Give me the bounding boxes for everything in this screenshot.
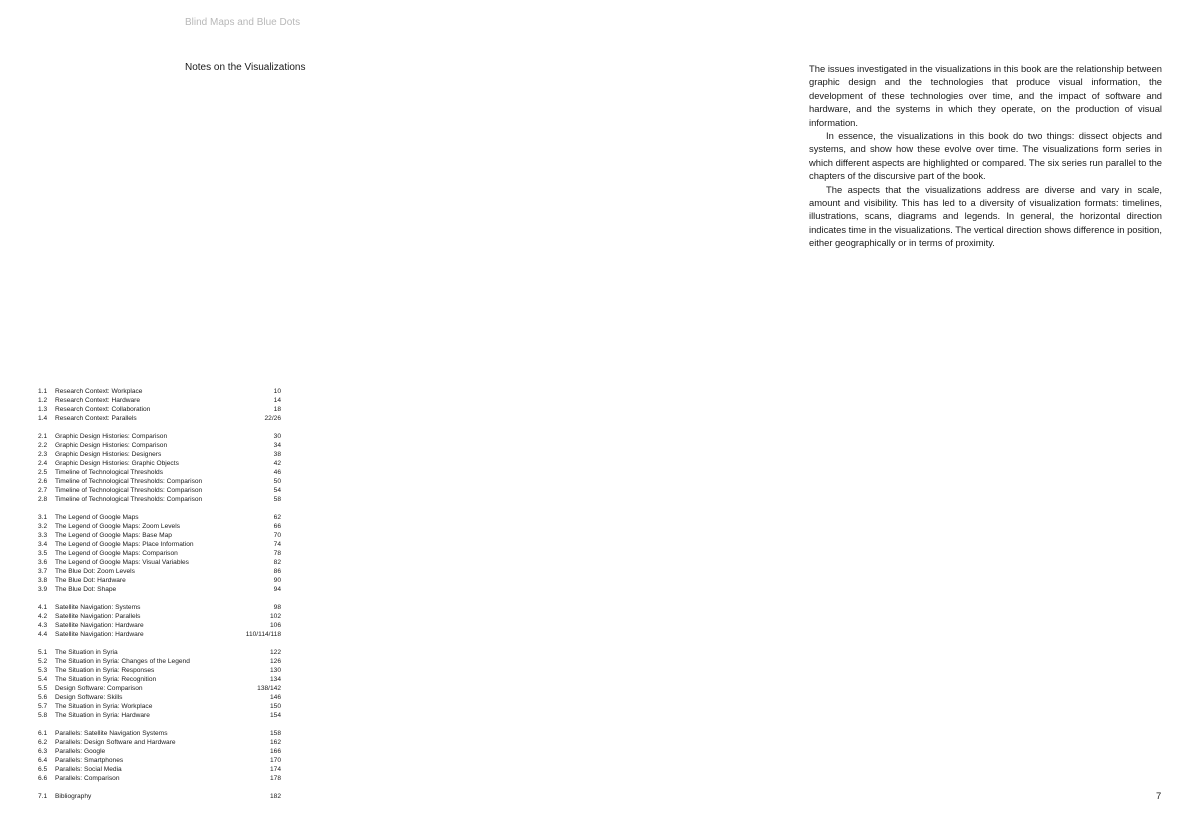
toc-entry[interactable] xyxy=(38,486,281,495)
toc-entry-page: 58 xyxy=(273,496,281,503)
toc-entry[interactable] xyxy=(38,558,281,567)
toc-entry-title: Parallels: Social Media xyxy=(55,766,122,773)
toc-entry[interactable] xyxy=(38,702,281,711)
toc-entry-number: 1.2 xyxy=(38,397,48,404)
toc-entry-title: Timeline of Technological Thresholds: Comparison xyxy=(55,496,203,503)
body-paragraph: In essence, the visualizations in this book do two things: dissect objects and systems, and show how these evolve over time. The visualizations form series in which different aspects are highlighted or compared. The six series run parallel to the chapters of the discursive part of the book. xyxy=(809,130,1162,182)
toc-entry-number: 3.8 xyxy=(38,577,48,584)
toc-entry-page: 126 xyxy=(269,658,281,665)
toc-entry-number: 3.2 xyxy=(38,523,48,530)
toc-entry-page: 30 xyxy=(273,433,281,440)
toc-entry-number: 2.1 xyxy=(38,433,48,440)
toc-entry[interactable] xyxy=(38,729,281,738)
toc-entry-title: The Legend of Google Maps: Base Map xyxy=(55,532,172,539)
toc-entry-page: 10 xyxy=(273,388,281,395)
toc-section xyxy=(38,792,281,801)
toc-entry-title: The Legend of Google Maps: Zoom Levels xyxy=(55,523,180,530)
toc-entry-number: 2.3 xyxy=(38,451,48,458)
body-text xyxy=(809,62,1162,250)
toc-entry[interactable] xyxy=(38,513,281,522)
toc-entry-page: 74 xyxy=(273,541,281,548)
body-paragraph: The issues investigated in the visualizations in this book are the relationship between graphic design and the technologies that produce visual information, the development of these technologies over time, and the impact of software and hardware, and the systems in which they operate, on the production of visual information. xyxy=(809,63,1162,128)
toc-entry[interactable] xyxy=(38,432,281,441)
toc-entry-number: 3.6 xyxy=(38,559,48,566)
toc-entry[interactable] xyxy=(38,711,281,720)
toc-section xyxy=(38,432,281,504)
toc-entry-number: 1.1 xyxy=(38,388,48,395)
toc-entry-title: The Legend of Google Maps: Comparison xyxy=(55,550,178,557)
toc-section xyxy=(38,387,281,423)
toc-entry-title: Satellite Navigation: Parallels xyxy=(55,613,141,620)
toc-entry-page: 46 xyxy=(273,469,281,476)
toc-entry[interactable] xyxy=(38,612,281,621)
toc-entry-title: Satellite Navigation: Systems xyxy=(55,604,141,611)
toc-entry-number: 3.7 xyxy=(38,568,48,575)
toc-entry-page: 110/114/118 xyxy=(245,631,281,638)
toc-entry[interactable] xyxy=(38,765,281,774)
toc-entry[interactable] xyxy=(38,531,281,540)
toc-entry[interactable] xyxy=(38,576,281,585)
toc-entry[interactable] xyxy=(38,693,281,702)
toc-entry-title: The Situation in Syria xyxy=(55,649,118,656)
toc-entry-title: Timeline of Technological Thresholds xyxy=(55,469,164,476)
toc-entry-page: 78 xyxy=(273,550,281,557)
body-paragraph: The aspects that the visualizations address are diverse and vary in scale, amount and visibility. This has led to a diversity of visualization formats: timelines, illustrations, scans, diagrams and legends. In general, the horizontal direction indicates time in the visualizations. The vertical direction shows difference in position, either geographically or in terms of proximity. xyxy=(809,183,1162,249)
toc-entry-number: 3.3 xyxy=(38,532,48,539)
toc-entry-number: 2.5 xyxy=(38,469,48,476)
toc-entry-page: 158 xyxy=(269,730,281,737)
toc-entry-number: 4.2 xyxy=(38,613,48,620)
toc-section xyxy=(38,603,281,639)
toc-entry-number: 2.2 xyxy=(38,442,48,449)
toc-entry-page: 54 xyxy=(273,487,281,494)
toc-entry-number: 5.4 xyxy=(38,676,48,683)
toc-entry[interactable] xyxy=(38,684,281,693)
toc-entry[interactable] xyxy=(38,603,281,612)
toc-entry-title: The Situation in Syria: Workplace xyxy=(55,703,153,710)
toc-entry-page: 86 xyxy=(273,568,281,575)
toc-entry[interactable] xyxy=(38,756,281,765)
toc-entry[interactable] xyxy=(38,441,281,450)
toc-entry-page: 94 xyxy=(273,586,281,593)
toc-entry-title: Research Context: Parallels xyxy=(55,415,137,422)
toc-entry-title: The Blue Dot: Shape xyxy=(55,586,117,593)
toc-entry-number: 2.6 xyxy=(38,478,48,485)
toc-entry-title: The Situation in Syria: Responses xyxy=(55,667,155,674)
toc-entry-title: Graphic Design Histories: Graphic Objects xyxy=(55,460,179,467)
toc-entry-number: 6.1 xyxy=(38,730,48,737)
toc-entry-title: Research Context: Workplace xyxy=(55,388,143,395)
toc-entry-page: 150 xyxy=(269,703,281,710)
toc-entry-page: 170 xyxy=(269,757,281,764)
toc-entry-title: Parallels: Design Software and Hardware xyxy=(55,739,176,746)
toc-entry-page: 22/26 xyxy=(264,415,281,422)
toc-entry-number: 7.1 xyxy=(38,793,48,800)
toc-entry-number: 1.3 xyxy=(38,406,48,413)
toc-entry[interactable] xyxy=(38,459,281,468)
toc-entry[interactable] xyxy=(38,657,281,666)
toc-entry-page: 134 xyxy=(269,676,281,683)
toc-entry-title: Research Context: Collaboration xyxy=(55,406,151,413)
toc-entry-title: Design Software: Skills xyxy=(55,694,123,701)
toc-entry-title: The Situation in Syria: Changes of the Legend xyxy=(55,658,190,665)
toc-entry-number: 3.9 xyxy=(38,586,48,593)
toc-entry-title: Bibliography xyxy=(55,793,92,800)
toc-entry[interactable] xyxy=(38,666,281,675)
toc-entry[interactable] xyxy=(38,675,281,684)
toc-entry-page: 70 xyxy=(273,532,281,539)
toc-entry-page: 122 xyxy=(269,649,281,656)
toc-entry[interactable] xyxy=(38,477,281,486)
toc-entry-title: The Legend of Google Maps: Place Information xyxy=(55,541,194,548)
toc-entry-page: 106 xyxy=(269,622,281,629)
toc-entry[interactable] xyxy=(38,540,281,549)
toc-entry-title: The Legend of Google Maps: Visual Variables xyxy=(55,559,189,566)
toc-entry[interactable] xyxy=(38,495,281,504)
toc-entry[interactable] xyxy=(38,549,281,558)
toc-entry[interactable] xyxy=(38,414,281,423)
toc-entry[interactable] xyxy=(38,396,281,405)
toc-entry-number: 3.5 xyxy=(38,550,48,557)
toc-entry-number: 4.1 xyxy=(38,604,48,611)
toc-entry-page: 102 xyxy=(269,613,281,620)
toc-entry-page: 166 xyxy=(269,748,281,755)
toc-entry-page: 138/142 xyxy=(257,685,281,692)
toc-entry-page: 82 xyxy=(273,559,281,566)
toc-entry-page: 146 xyxy=(269,694,281,701)
toc-entry-title: Satellite Navigation: Hardware xyxy=(55,631,144,638)
toc-entry[interactable] xyxy=(38,468,281,477)
toc-entry-number: 3.1 xyxy=(38,514,48,521)
toc-entry-number: 6.6 xyxy=(38,775,48,782)
toc-entry-number: 6.3 xyxy=(38,748,48,755)
toc-entry[interactable] xyxy=(38,747,281,756)
toc-entry-number: 4.3 xyxy=(38,622,48,629)
toc-entry-page: 174 xyxy=(269,766,281,773)
toc-entry-page: 18 xyxy=(273,406,281,413)
toc-entry[interactable] xyxy=(38,450,281,459)
toc-entry-page: 34 xyxy=(273,442,281,449)
toc-entry-number: 2.7 xyxy=(38,487,48,494)
toc-entry-number: 2.4 xyxy=(38,460,48,467)
toc-entry-number: 6.4 xyxy=(38,757,48,764)
toc-entry-page: 90 xyxy=(273,577,281,584)
toc-entry-number: 5.3 xyxy=(38,667,48,674)
toc-entry-title: Design Software: Comparison xyxy=(55,685,143,692)
toc-entry-title: The Blue Dot: Hardware xyxy=(55,577,126,584)
toc-entry-number: 5.5 xyxy=(38,685,48,692)
toc-entry-page: 14 xyxy=(273,397,281,404)
toc-entry[interactable] xyxy=(38,585,281,594)
toc-entry[interactable] xyxy=(38,387,281,396)
toc-entry-number: 3.4 xyxy=(38,541,48,548)
toc-entry-page: 66 xyxy=(273,523,281,530)
toc-entry-number: 1.4 xyxy=(38,415,48,422)
toc-entry-title: The Situation in Syria: Recognition xyxy=(55,676,157,683)
toc-entry-page: 130 xyxy=(269,667,281,674)
toc-entry-title: Graphic Design Histories: Designers xyxy=(55,451,162,458)
section-title: Notes on the Visualizations xyxy=(185,62,306,73)
toc-entry[interactable] xyxy=(38,621,281,630)
toc-entry-title: The Legend of Google Maps xyxy=(55,514,139,521)
toc-entry-number: 5.7 xyxy=(38,703,48,710)
toc-entry-title: Satellite Navigation: Hardware xyxy=(55,622,144,629)
toc-entry-number: 5.6 xyxy=(38,694,48,701)
toc-entry-number: 6.2 xyxy=(38,739,48,746)
toc-section xyxy=(38,729,281,783)
toc-entry-title: Parallels: Google xyxy=(55,748,106,755)
toc-entry[interactable] xyxy=(38,792,281,801)
toc-entry-title: Graphic Design Histories: Comparison xyxy=(55,433,168,440)
toc-entry-number: 2.8 xyxy=(38,496,48,503)
toc-section xyxy=(38,513,281,594)
table-of-contents xyxy=(38,387,281,810)
toc-entry-page: 38 xyxy=(273,451,281,458)
toc-entry[interactable] xyxy=(38,522,281,531)
toc-entry-number: 4.4 xyxy=(38,631,48,638)
toc-entry-page: 178 xyxy=(269,775,281,782)
toc-entry-number: 5.2 xyxy=(38,658,48,665)
toc-entry-page: 182 xyxy=(269,793,281,800)
toc-entry-title: Parallels: Smartphones xyxy=(55,757,124,764)
toc-entry[interactable] xyxy=(38,648,281,657)
toc-entry-number: 5.1 xyxy=(38,649,48,656)
toc-entry-page: 42 xyxy=(273,460,281,467)
toc-entry[interactable] xyxy=(38,774,281,783)
toc-entry-page: 50 xyxy=(273,478,281,485)
toc-entry-page: 154 xyxy=(269,712,281,719)
toc-entry[interactable] xyxy=(38,567,281,576)
toc-entry-title: Parallels: Comparison xyxy=(55,775,120,782)
toc-entry-title: Timeline of Technological Thresholds: Comparison xyxy=(55,487,203,494)
toc-entry-number: 6.5 xyxy=(38,766,48,773)
toc-entry-page: 98 xyxy=(273,604,281,611)
toc-entry[interactable] xyxy=(38,738,281,747)
toc-section xyxy=(38,648,281,720)
toc-entry-title: Research Context: Hardware xyxy=(55,397,141,404)
toc-entry[interactable] xyxy=(38,405,281,414)
toc-entry-title: Parallels: Satellite Navigation Systems xyxy=(55,730,168,737)
page-number: 7 xyxy=(1156,791,1162,802)
running-head: Blind Maps and Blue Dots xyxy=(185,17,301,28)
toc-entry-page: 62 xyxy=(273,514,281,521)
toc-entry-page: 162 xyxy=(269,739,281,746)
toc-entry-title: The Situation in Syria: Hardware xyxy=(55,712,150,719)
toc-entry-number: 5.8 xyxy=(38,712,48,719)
toc-entry[interactable] xyxy=(38,630,281,639)
toc-entry-title: Graphic Design Histories: Comparison xyxy=(55,442,168,449)
toc-entry-title: Timeline of Technological Thresholds: Comparison xyxy=(55,478,203,485)
toc-entry-title: The Blue Dot: Zoom Levels xyxy=(55,568,135,575)
